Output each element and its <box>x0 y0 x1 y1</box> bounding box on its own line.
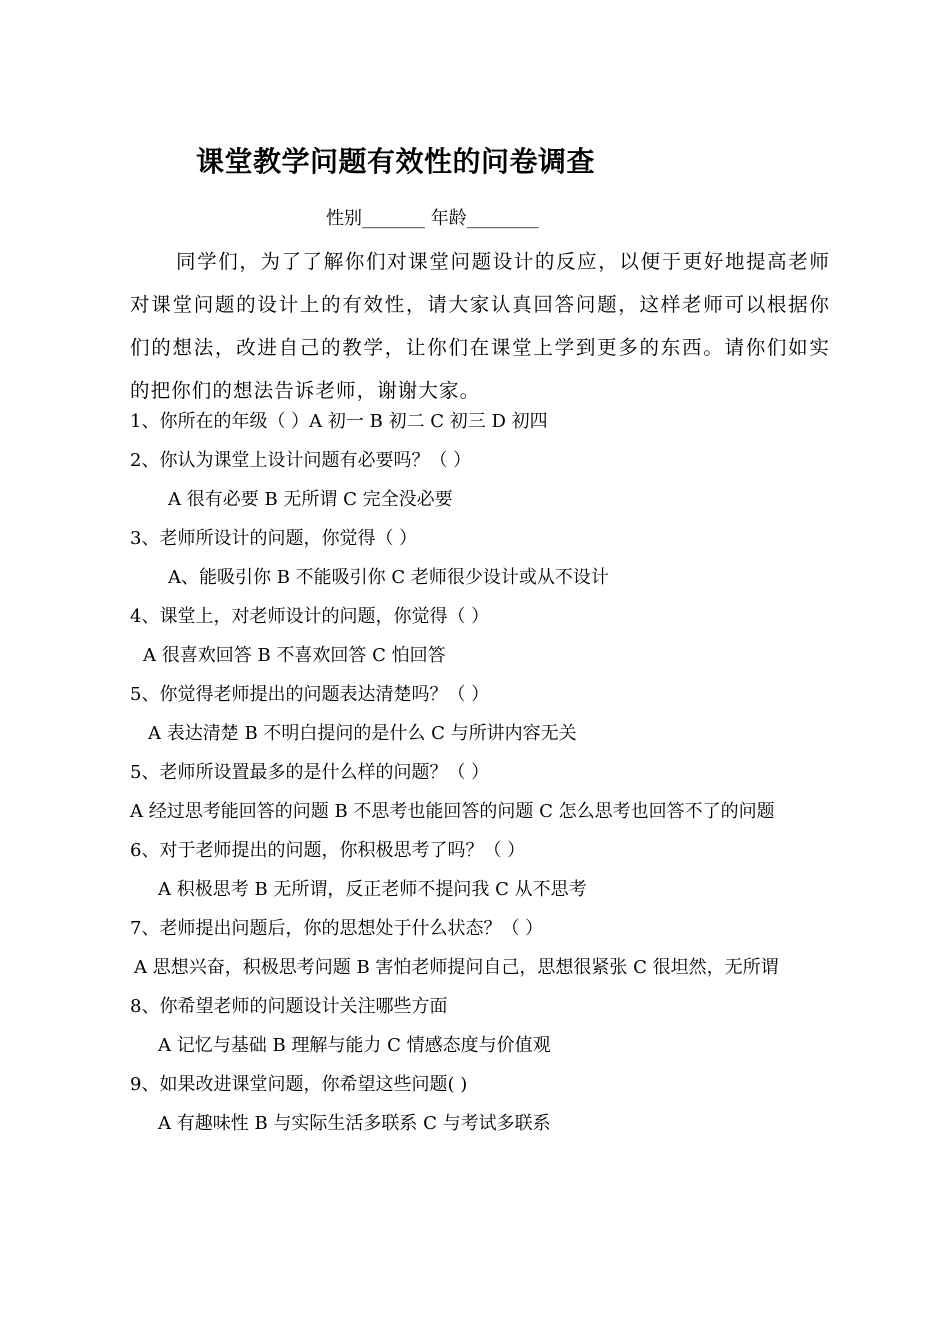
options-9: A 有趣味性 B 与实际生活多联系 C 与考试多联系 <box>158 1113 551 1134</box>
options-5a: A 表达清楚 B 不明白提问的是什么 C 与所讲内容无关 <box>148 723 577 744</box>
question-5a: 5、你觉得老师提出的问题表达清楚吗？（ ） <box>130 684 490 705</box>
gender-age-line: 性别_______ 年龄________ <box>326 208 539 229</box>
options-5b: A 经过思考能回答的问题 B 不思考也能回答的问题 C 怎么思考也回答不了的问题 <box>130 801 775 822</box>
question-5b: 5、老师所设置最多的是什么样的问题？（ ） <box>130 762 490 783</box>
question-8: 8、你希望老师的问题设计关注哪些方面 <box>130 996 448 1017</box>
question-7: 7、老师提出问题后，你的思想处于什么状态？（ ） <box>130 918 544 939</box>
question-4: 4、课堂上，对老师设计的问题，你觉得（ ） <box>130 606 490 627</box>
options-6: A 积极思考 B 无所谓，反正老师不提问我 C 从不思考 <box>158 879 587 900</box>
intro-paragraph: 同学们，为了了解你们对课堂问题设计的反应，以便于更好地提高老师对课堂问题的设计上的有效性，请大家认真回答问题，这样老师可以根据你们的想法，改进自己的教学，让你们在课堂上学到更多的东西。请你们如实的把你们的想法告诉老师，谢谢大家。 <box>130 250 830 402</box>
options-4: A 很喜欢回答 B 不喜欢回答 C 怕回答 <box>143 645 446 666</box>
question-1: 1、你所在的年级（ ）A 初一 B 初二 C 初三 D 初四 <box>130 411 548 432</box>
question-2: 2、你认为课堂上设计问题有必要吗？（ ） <box>130 450 472 471</box>
question-6: 6、对于老师提出的问题，你积极思考了吗？（ ） <box>130 840 526 861</box>
options-7: A 思想兴奋，积极思考问题 B 害怕老师提问自己，思想很紧张 C 很坦然，无所谓 <box>134 957 779 978</box>
question-9: 9、如果改进课堂问题，你希望这些问题( ) <box>130 1074 468 1095</box>
options-3: A、能吸引你 B 不能吸引你 C 老师很少设计或从不设计 <box>168 567 609 588</box>
document-title: 课堂教学问题有效性的问卷调查 <box>196 145 596 178</box>
options-8: A 记忆与基础 B 理解与能力 C 情感态度与价值观 <box>158 1035 551 1056</box>
question-3: 3、老师所设计的问题，你觉得（ ） <box>130 528 418 549</box>
options-2: A 很有必要 B 无所谓 C 完全没必要 <box>168 489 453 510</box>
